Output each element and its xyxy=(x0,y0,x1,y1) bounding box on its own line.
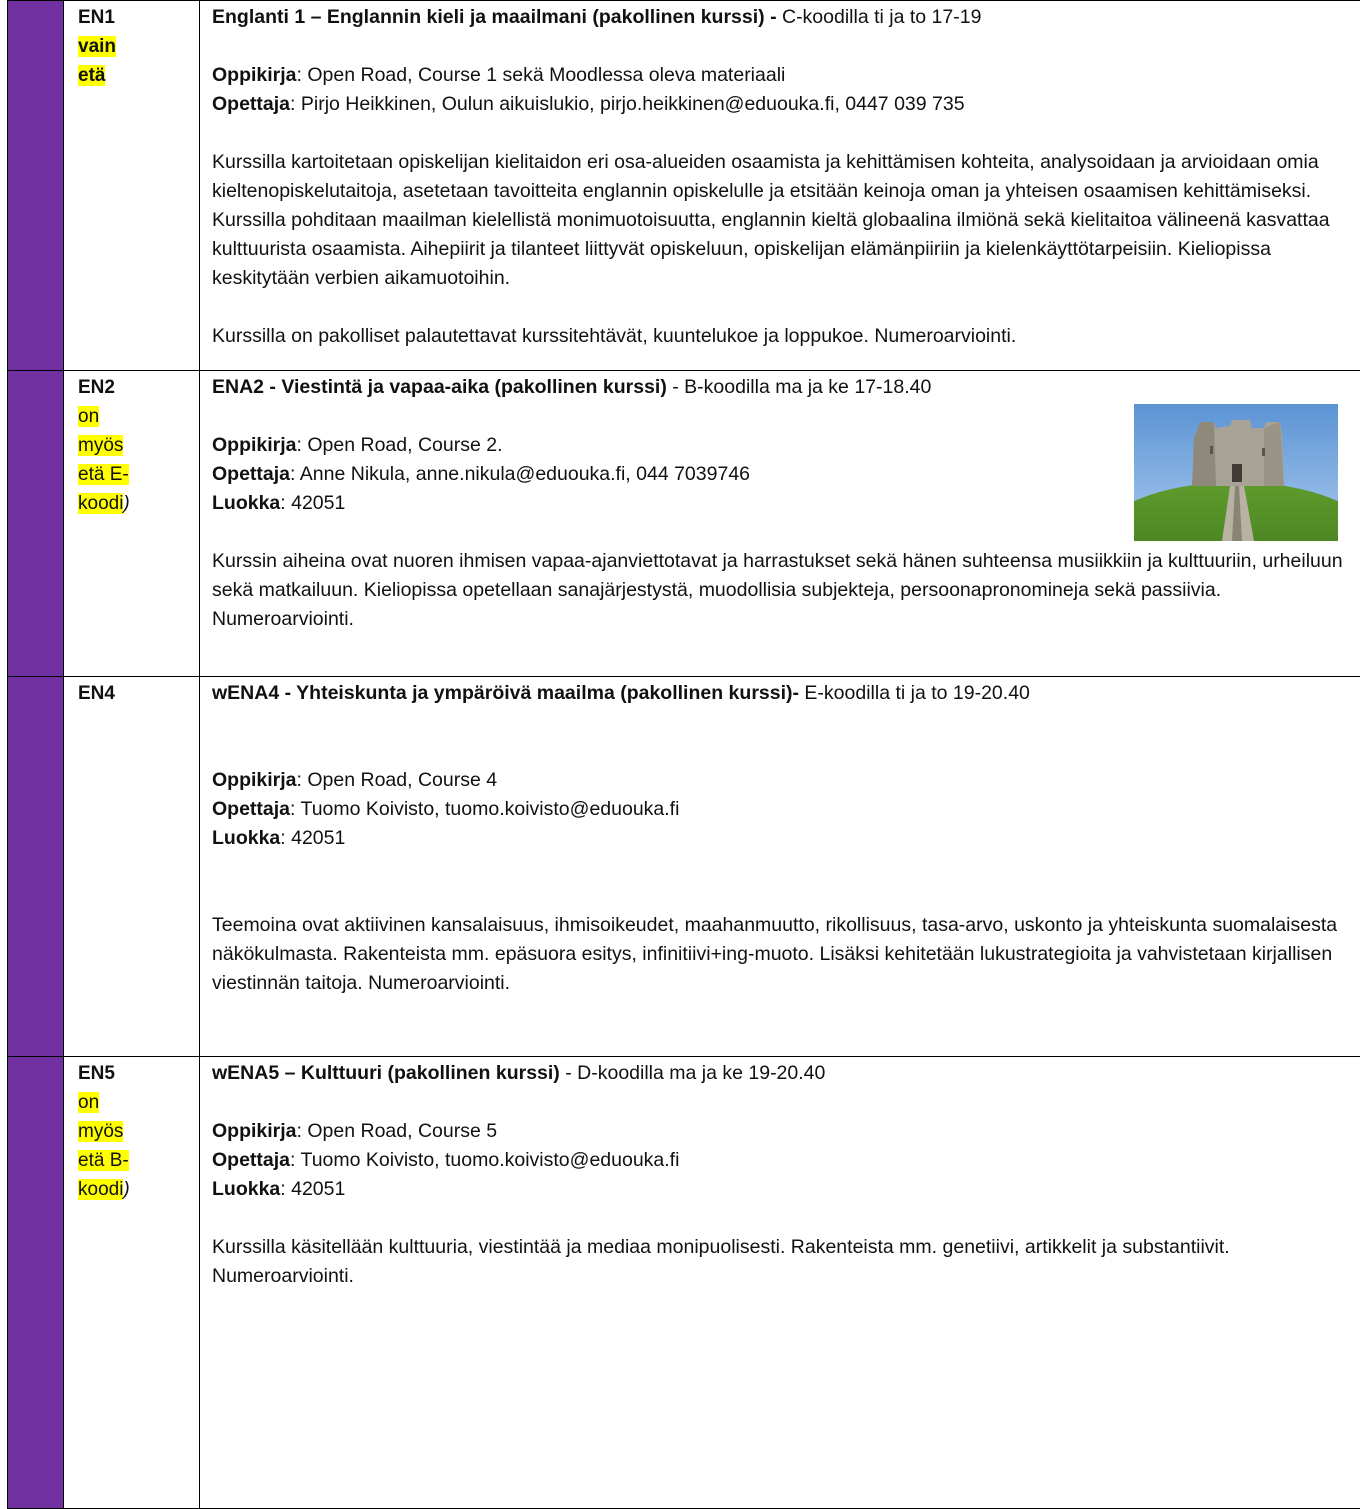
course-details xyxy=(200,677,1360,1057)
course-schedule: - D-koodilla ma ja ke 19-20.40 xyxy=(560,1062,826,1084)
course-details xyxy=(200,1,1360,371)
course-row-en1 xyxy=(8,1,1360,371)
course-note: vain xyxy=(78,36,116,57)
teacher-label: Opettaja xyxy=(212,93,290,115)
course-code: EN5 xyxy=(78,1059,191,1088)
course-note: etä E- xyxy=(78,464,129,485)
course-description: Kurssin aiheina ovat nuoren ihmisen vapaa-ajanviettotavat ja harrastukset sekä hänen suhteensa musiikkiin ja kulttuuriin, urheiluun sekä matkailuun. Kieliopissa opetellaan sanajärjestystä, muodollisia subjekteja, persoonapronomineja sekä passiivia. Numeroarviointi. xyxy=(212,547,1350,634)
teacher-label: Opettaja xyxy=(212,463,290,485)
classroom-line xyxy=(212,824,1350,853)
course-schedule: E-koodilla ti ja to 19-20.40 xyxy=(799,682,1030,704)
course-table xyxy=(7,0,1360,1509)
teacher-line xyxy=(212,1146,1350,1175)
course-description: Teemoina ovat aktiivinen kansalaisuus, ihmisoikeudet, maahanmuutto, rikollisuus, tasa-arvo, uskonto ja yhteiskunta suomalaisesta näkökulmasta. Rakenteista mm. epäsuora esitys, infinitiivi+ing-muoto. Lisäksi kehitetään lukustrategioita ja vahvistetaan kirjallisen viestinnän taitoja. Numeroarviointi. xyxy=(212,911,1350,998)
course-details xyxy=(200,371,1360,677)
course-title: wENA5 – Kulttuuri (pakollinen kurssi) xyxy=(212,1062,560,1084)
course-title-line xyxy=(212,373,1350,402)
teacher-label: Opettaja xyxy=(212,1149,290,1171)
course-code: EN4 xyxy=(78,679,191,708)
course-schedule: C-koodilla ti ja to 17-19 xyxy=(777,6,982,28)
course-details xyxy=(200,1057,1360,1509)
course-note: koodi xyxy=(78,1179,123,1200)
course-code-cell xyxy=(64,1,200,371)
course-title: wENA4 - Yhteiskunta ja ympäröivä maailma (pakollinen kurssi)- xyxy=(212,682,799,704)
course-note: etä B- xyxy=(78,1150,129,1171)
classroom-value: : 42051 xyxy=(280,1178,345,1200)
textbook-line xyxy=(212,61,1350,90)
classroom-label: Luokka xyxy=(212,827,280,849)
classroom-label: Luokka xyxy=(212,1178,280,1200)
teacher-line xyxy=(212,795,1350,824)
classroom-label: Luokka xyxy=(212,492,280,514)
row-color-bar xyxy=(8,1,64,371)
textbook-line xyxy=(212,1117,1350,1146)
row-color-bar xyxy=(8,371,64,677)
course-row-en5 xyxy=(8,1057,1360,1509)
teacher-value: : Tuomo Koivisto, tuomo.koivisto@eduouka.fi xyxy=(290,1149,679,1171)
textbook-line xyxy=(212,766,1350,795)
textbook-value: : Open Road, Course 5 xyxy=(297,1120,498,1142)
teacher-value: : Anne Nikula, anne.nikula@eduouka.fi, 044 7039746 xyxy=(290,463,750,485)
course-title-line xyxy=(212,1059,1350,1088)
course-title-line xyxy=(212,3,1350,32)
course-row-en4 xyxy=(8,677,1360,1057)
course-schedule: - B-koodilla ma ja ke 17-18.40 xyxy=(667,376,931,398)
course-title: ENA2 - Viestintä ja vapaa-aika (pakollinen kurssi) xyxy=(212,376,667,398)
classroom-line xyxy=(212,1175,1350,1204)
course-description: Kurssilla käsitellään kulttuuria, viestintää ja mediaa monipuolisesti. Rakenteista mm. genetiivi, artikkelit ja substantiivit. Numeroarviointi. xyxy=(212,1233,1350,1291)
row-color-bar xyxy=(8,677,64,1057)
course-note: on xyxy=(78,1092,99,1113)
course-code: EN1 xyxy=(78,3,191,32)
course-assessment: Kurssilla on pakolliset palautettavat kurssitehtävät, kuuntelukoe ja loppukoe. Numeroarviointi. xyxy=(212,322,1350,351)
textbook-value: : Open Road, Course 2. xyxy=(297,434,503,456)
course-code-cell xyxy=(64,1057,200,1509)
course-title-line xyxy=(212,679,1350,708)
classroom-value: : 42051 xyxy=(280,492,345,514)
course-note: etä xyxy=(78,65,105,86)
course-note: on xyxy=(78,406,99,427)
textbook-label: Oppikirja xyxy=(212,1120,297,1142)
textbook-value: : Open Road, Course 4 xyxy=(297,769,498,791)
course-row-en2 xyxy=(8,371,1360,677)
teacher-line xyxy=(212,90,1350,119)
course-code-cell xyxy=(64,371,200,677)
course-title: Englanti 1 – Englannin kieli ja maailmani (pakollinen kurssi) - xyxy=(212,6,777,28)
course-code: EN2 xyxy=(78,373,191,402)
textbook-label: Oppikirja xyxy=(212,64,297,86)
teacher-value: : Pirjo Heikkinen, Oulun aikuislukio, pirjo.heikkinen@eduouka.fi, 0447 039 735 xyxy=(290,93,965,115)
textbook-label: Oppikirja xyxy=(212,434,297,456)
textbook-label: Oppikirja xyxy=(212,769,297,791)
course-note-suffix: ) xyxy=(123,493,129,514)
course-code-cell xyxy=(64,677,200,1057)
course-note: myös xyxy=(78,1121,123,1142)
teacher-value: : Tuomo Koivisto, tuomo.koivisto@eduouka.fi xyxy=(290,798,679,820)
textbook-value: : Open Road, Course 1 sekä Moodlessa oleva materiaali xyxy=(297,64,786,86)
castle-photo xyxy=(1134,404,1338,541)
teacher-label: Opettaja xyxy=(212,798,290,820)
course-note-suffix: ) xyxy=(123,1179,129,1200)
classroom-value: : 42051 xyxy=(280,827,345,849)
row-color-bar xyxy=(8,1057,64,1509)
course-note: myös xyxy=(78,435,123,456)
course-note: koodi xyxy=(78,493,123,514)
course-description: Kurssilla kartoitetaan opiskelijan kielitaidon eri osa-alueiden osaamista ja kehittämisen kohteita, analysoidaan ja arvioidaan omia kieltenopiskelutaitoja, asetetaan tavoitteita englannin opiskelulle ja etsitään keinoja oman ja yhteisen osaamisen kehittämiseksi. Kurssilla pohditaan maailman kielellistä monimuotoisuutta, englannin kieltä globaalina ilmiönä sekä kielitaitoa välineenä kasvattaa kulttuurista osaamista. Aihepiirit ja tilanteet liittyvät opiskeluun, opiskelijan elämänpiiriin ja kielenkäyttötarpeisiin. Kieliopissa keskitytään verbien aikamuotoihin. xyxy=(212,148,1350,293)
